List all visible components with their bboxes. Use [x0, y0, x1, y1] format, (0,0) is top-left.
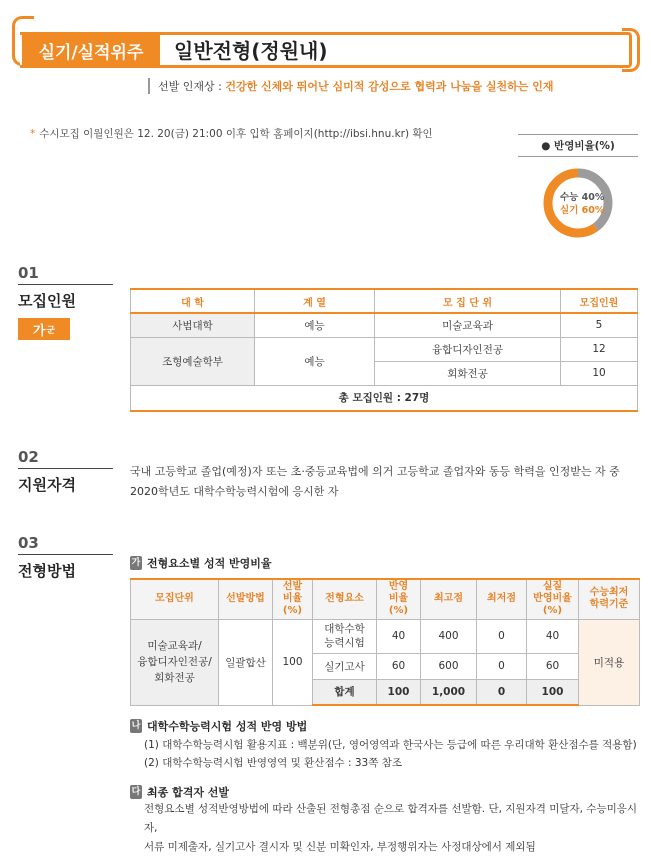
paragraph-line: 서류 미제출자, 실기고사 결시자 및 신분 미확인자, 부정행위자는 사정대상에서 제외됨: [144, 841, 536, 853]
cell-min-standard: 미적용: [579, 619, 640, 705]
col-header: 최고점: [421, 579, 477, 619]
marker-icon: 나: [131, 721, 141, 731]
cell-college: 사범대학: [131, 313, 255, 337]
section-divider: [18, 554, 113, 555]
cell-unit: 미술교육과/ 융합디자인전공/ 회화전공: [131, 619, 219, 705]
recruit-table: [130, 288, 638, 412]
asterisk-icon: *: [30, 128, 36, 140]
col-header: 실질 반영비율 (%): [527, 579, 579, 619]
section-title-recruit: 모집인원: [18, 292, 76, 310]
col-header: 최저점: [477, 579, 527, 619]
marker-icon: 가: [131, 558, 141, 568]
col-header: 수능최저 학력기준: [579, 579, 640, 619]
section-number-01: 01: [18, 264, 39, 282]
total-count: 총 모집인원 : 27명: [131, 385, 638, 411]
notice: [30, 126, 433, 141]
ratio-label-practical: 실기 60%: [560, 205, 605, 216]
col-header: 반영 비율 (%): [377, 579, 421, 619]
table-row: [131, 337, 638, 361]
col-header: 대 학: [131, 289, 255, 313]
csat-method-list: [144, 736, 637, 772]
cell-real: 100: [527, 679, 579, 705]
section-divider: [18, 468, 113, 469]
cell-max: 600: [421, 653, 477, 679]
table-row: [131, 313, 638, 337]
col-header: 선발 비율 (%): [273, 579, 313, 619]
final-selection-text: [144, 800, 644, 857]
cell-count: 12: [561, 337, 638, 361]
cell-real: 60: [527, 653, 579, 679]
col-header: 선발방법: [219, 579, 273, 619]
cell-element: 실기고사: [313, 653, 377, 679]
cell-field: 예능: [255, 337, 375, 385]
cell-max: 1,000: [421, 679, 477, 705]
subheading-text: 최종 합격자 선발: [147, 786, 230, 799]
cell-ratio: 40: [377, 619, 421, 653]
paragraph-line: 전형요소별 성적반영방법에 따라 산출된 전형총점 순으로 합격자를 선발함. 단, 지원자격 미달자, 수능미응시자,: [144, 803, 638, 834]
group-badge-sub: 군: [46, 325, 56, 336]
section-number-03: 03: [18, 534, 39, 552]
list-item: (1) 대학수학능력시험 활용지표 : 백분위(단, 영어영역과 한국사는 등급에 따른 우리대학 환산점수를 적용함): [144, 739, 637, 751]
col-header: 모집인원: [561, 289, 638, 313]
col-header: 모집단위: [131, 579, 219, 619]
header-banner: [12, 14, 640, 70]
ratio-title: ● 반영비율(%): [518, 134, 638, 157]
ratio-label-csat: 수능 40%: [560, 192, 605, 203]
cell-ratio: 100: [377, 679, 421, 705]
ratio-box: [518, 134, 638, 247]
section-divider: [18, 284, 113, 285]
col-header: 전형요소: [313, 579, 377, 619]
cell-max: 400: [421, 619, 477, 653]
list-item: (2) 대학수학능력시험 반영영역 및 환산점수 : 33쪽 참조: [144, 757, 402, 769]
cell-college: 조형예술학부: [131, 337, 255, 385]
section-title-method: 전형방법: [18, 562, 76, 580]
cell-unit: 회화전공: [375, 361, 561, 385]
cell-count: 10: [561, 361, 638, 385]
cell-min: 0: [477, 653, 527, 679]
subheading-text: 전형요소별 성적 반영비율: [147, 557, 272, 570]
cell-unit: 미술교육과: [375, 313, 561, 337]
section-number-02: 02: [18, 448, 39, 466]
talent-text: 건강한 신체와 뛰어난 심미적 감성으로 협력과 나눔을 실천하는 인재: [225, 80, 554, 93]
cell-min: 0: [477, 619, 527, 653]
cell-real: 40: [527, 619, 579, 653]
talent-statement: [148, 78, 554, 94]
subheading-text: 대학수학능력시험 성적 반영 방법: [147, 720, 308, 733]
cell-select-ratio: 100: [273, 619, 313, 705]
qualification-text: 국내 고등학교 졸업(예정)자 또는 초·중등교육법에 의거 고등학교 졸업자와 동등 학력을 인정받는 자 중 2020학년도 대학수학능력시험에 응시한 자: [130, 465, 620, 498]
cell-ratio: 60: [377, 653, 421, 679]
scroll-right-decoration: [622, 28, 640, 72]
total-row: [131, 385, 638, 411]
cell-element: 대학수학 능력시험: [313, 619, 377, 653]
subheading-csat: [130, 718, 307, 734]
cell-field: 예능: [255, 313, 375, 337]
subheading-final: [130, 784, 229, 800]
col-header: 모 집 단 위: [375, 289, 561, 313]
subheading-ratio: [130, 555, 272, 571]
notice-text: 수시모집 이월인원은 12. 20(금) 21:00 이후 입학 홈페이지(http://ibsi.hnu.kr) 확인: [39, 128, 433, 140]
ratio-donut-chart: [518, 157, 638, 247]
group-badge: [18, 318, 70, 340]
col-header: 계 열: [255, 289, 375, 313]
table-row: [131, 619, 640, 653]
marker-icon: 다: [131, 787, 141, 797]
cell-min: 0: [477, 679, 527, 705]
group-badge-main: 가: [32, 323, 46, 339]
cell-unit: 융합디자인전공: [375, 337, 561, 361]
section-title-qualification: 지원자격: [18, 476, 76, 494]
ratio-labels: [560, 191, 604, 217]
cell-method: 일괄합산: [219, 619, 273, 705]
talent-label: 선발 인재상 :: [158, 80, 226, 93]
cell-element: 합계: [313, 679, 377, 705]
category-tab: 실기/실적위주: [22, 34, 160, 66]
cell-count: 5: [561, 313, 638, 337]
page-title: 일반전형(정원내): [174, 39, 328, 63]
method-table: [130, 578, 640, 706]
